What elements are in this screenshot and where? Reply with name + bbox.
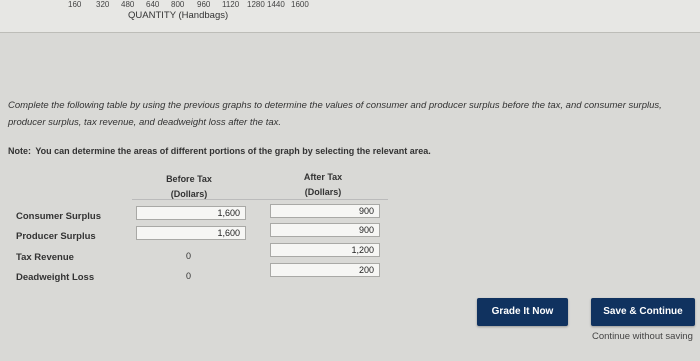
axis-tick: 160 bbox=[68, 0, 82, 9]
tax-revenue-before-value: 0 bbox=[186, 251, 192, 261]
before-tax-header bbox=[130, 172, 248, 202]
producer-surplus-after-input[interactable]: 900 bbox=[270, 223, 380, 237]
row-label-consumer-surplus: Consumer Surplus bbox=[16, 211, 101, 222]
after-tax-title: After Tax bbox=[303, 172, 343, 182]
instructions-text: Complete the following table by using the previous graphs to determine the values of consumer and producer surplus before the tax, and consumer surplus, producer surplus, tax revenue, and deadweight loss after the tax. bbox=[8, 100, 662, 128]
producer-surplus-before-input[interactable]: 1,600 bbox=[136, 226, 246, 240]
row-label-tax-revenue: Tax Revenue bbox=[16, 252, 74, 263]
before-tax-title: Before Tax bbox=[166, 174, 212, 184]
row-label-producer-surplus: Producer Surplus bbox=[16, 231, 96, 242]
save-continue-button[interactable]: Save & Continue bbox=[591, 298, 695, 326]
before-tax-unit: (Dollars) bbox=[170, 189, 208, 199]
note-label: Note: bbox=[8, 146, 31, 156]
deadweight-loss-after-input[interactable]: 200 bbox=[270, 263, 380, 277]
axis-tick: 1600 bbox=[291, 0, 309, 9]
after-tax-unit: (Dollars) bbox=[304, 187, 342, 197]
axis-tick: 480 bbox=[121, 0, 135, 9]
deadweight-loss-before-value: 0 bbox=[186, 271, 192, 281]
after-tax-header bbox=[265, 170, 381, 200]
grade-it-now-button[interactable]: Grade It Now bbox=[477, 298, 568, 326]
tax-revenue-after-input[interactable]: 1,200 bbox=[270, 243, 380, 257]
axis-tick: 1120 bbox=[222, 0, 240, 9]
axis-tick: 1280 bbox=[247, 0, 265, 9]
axis-tick: 320 bbox=[96, 0, 110, 9]
x-axis-label: QUANTITY (Handbags) bbox=[128, 10, 229, 21]
axis-tick: 960 bbox=[197, 0, 211, 9]
continue-without-saving-link[interactable]: Continue without saving bbox=[592, 331, 693, 342]
row-label-deadweight-loss: Deadweight Loss bbox=[16, 272, 95, 283]
axis-tick: 640 bbox=[146, 0, 160, 9]
note bbox=[8, 146, 431, 156]
consumer-surplus-before-input[interactable]: 1,600 bbox=[136, 206, 246, 220]
section-divider bbox=[0, 32, 700, 33]
axis-tick: 800 bbox=[171, 0, 185, 9]
axis-tick: 1440 bbox=[267, 0, 285, 9]
note-text: You can determine the areas of different portions of the graph by selecting the relevant area. bbox=[35, 146, 431, 156]
consumer-surplus-after-input[interactable]: 900 bbox=[270, 204, 380, 218]
table-header-rule bbox=[132, 199, 388, 200]
